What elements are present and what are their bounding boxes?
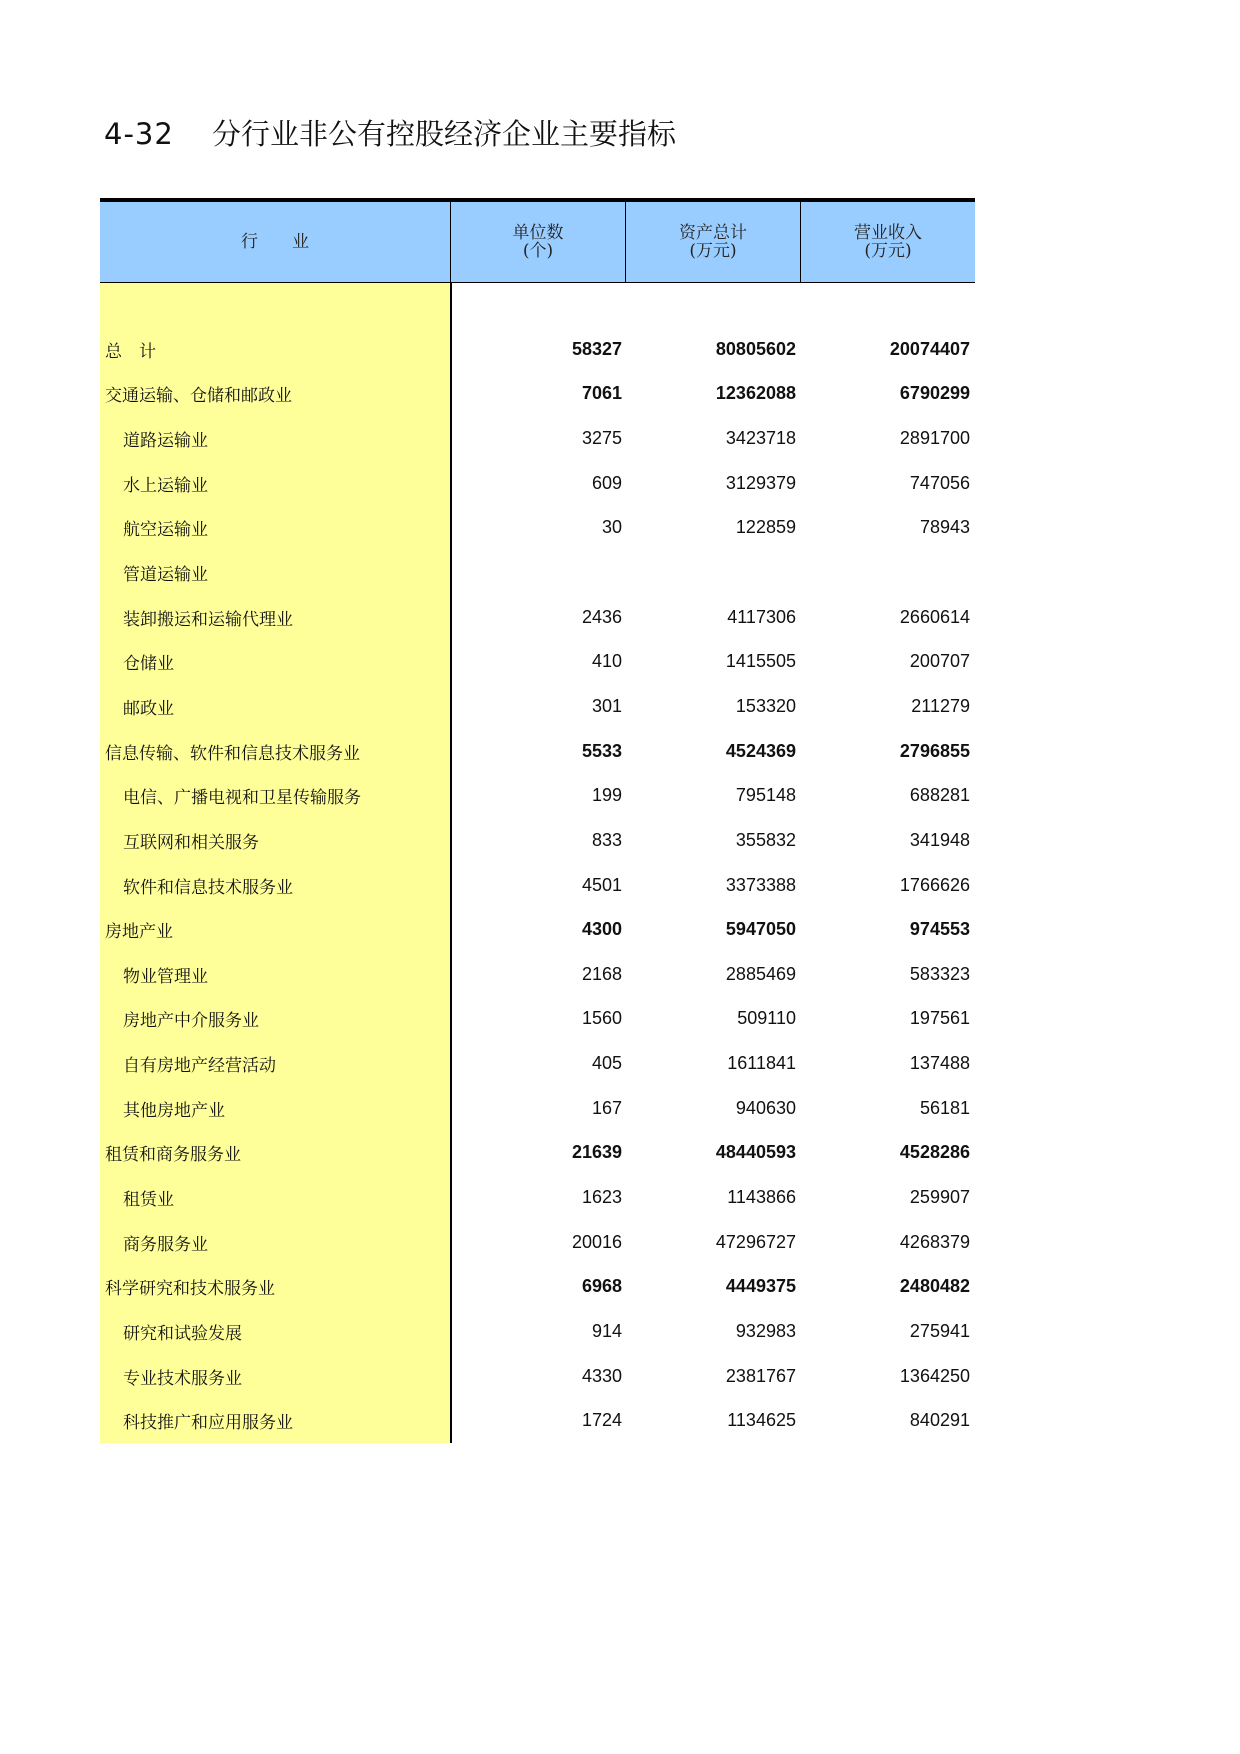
revenue-value: 4268379 (899, 1231, 970, 1252)
units-value: 301 (591, 695, 622, 716)
table-row (100, 773, 975, 818)
industry-name: 租赁和商务服务业 (105, 1145, 241, 1166)
revenue-value: 1364250 (899, 1365, 970, 1386)
industry-name: 水上运输业 (123, 475, 208, 496)
assets-value: 932983 (735, 1320, 796, 1341)
assets-value: 3373388 (725, 874, 796, 895)
header-assets-unit: (万元) (689, 241, 737, 261)
table-row (100, 595, 975, 640)
units-value: 5533 (581, 740, 622, 761)
table-row (100, 327, 975, 372)
units-value: 2436 (581, 606, 622, 627)
assets-value: 1611841 (727, 1053, 796, 1074)
revenue-value: 211279 (911, 695, 970, 716)
industry-name: 道路运输业 (123, 431, 208, 452)
units-value: 20016 (571, 1231, 622, 1252)
revenue-value: 259907 (909, 1186, 970, 1207)
units-value: 199 (591, 785, 622, 806)
units-value: 914 (591, 1320, 622, 1341)
table-row (100, 416, 975, 461)
table-body (100, 283, 975, 1443)
industry-name: 信息传输、软件和信息技术服务业 (105, 743, 360, 764)
assets-value: 2885469 (725, 963, 796, 984)
data-table (100, 198, 975, 1443)
units-value: 833 (591, 829, 622, 850)
assets-value: 940630 (735, 1097, 796, 1118)
assets-value: 1143866 (727, 1186, 796, 1207)
units-value: 609 (591, 472, 622, 493)
table-row (100, 997, 975, 1042)
table-row (100, 1086, 975, 1131)
industry-name: 其他房地产业 (123, 1100, 225, 1121)
assets-value: 2381767 (725, 1365, 796, 1386)
header-revenue (800, 202, 975, 282)
table-row (100, 1398, 975, 1443)
header-assets-label: 资产总计 (679, 223, 747, 243)
assets-value: 48440593 (715, 1142, 796, 1163)
table-row (100, 1309, 975, 1354)
units-value: 1560 (581, 1008, 622, 1029)
header-revenue-label: 营业收入 (854, 223, 922, 243)
units-value: 21639 (571, 1142, 622, 1163)
table-row (100, 1131, 975, 1176)
industry-name: 租赁业 (123, 1189, 174, 1210)
revenue-value: 2660614 (899, 606, 970, 627)
units-value: 4300 (581, 919, 622, 940)
revenue-value: 583323 (909, 963, 970, 984)
units-value: 410 (591, 651, 622, 672)
table-row (100, 952, 975, 997)
table-row (100, 684, 975, 729)
revenue-value: 197561 (909, 1008, 970, 1029)
units-value: 4501 (581, 874, 622, 895)
units-value: 2168 (581, 963, 622, 984)
industry-name: 研究和试验发展 (123, 1323, 242, 1344)
revenue-value: 6790299 (899, 383, 970, 404)
table-header (100, 202, 975, 283)
header-revenue-unit: (万元) (864, 241, 912, 261)
header-units (450, 202, 625, 282)
header-industry (100, 202, 450, 282)
revenue-value: 4528286 (899, 1142, 970, 1163)
header-industry-label: 行 业 (241, 232, 309, 252)
table-row (100, 461, 975, 506)
units-value: 6968 (581, 1276, 622, 1297)
table-number: 4-32 (104, 117, 174, 151)
assets-value: 3129379 (725, 472, 796, 493)
units-value: 1623 (581, 1186, 622, 1207)
assets-value: 1415505 (725, 651, 796, 672)
industry-name: 房地产业 (105, 922, 173, 943)
industry-name: 总 计 (105, 341, 156, 362)
table-row (100, 372, 975, 417)
revenue-value: 688281 (909, 785, 970, 806)
table-row (100, 639, 975, 684)
assets-value: 795148 (735, 785, 796, 806)
table-row (100, 506, 975, 551)
units-value: 30 (601, 517, 622, 538)
industry-name: 自有房地产经营活动 (123, 1056, 276, 1077)
units-value: 58327 (571, 338, 622, 359)
assets-value: 1134625 (727, 1410, 796, 1431)
header-units-unit: (个) (522, 241, 554, 261)
units-value: 4330 (581, 1365, 622, 1386)
industry-name: 互联网和相关服务 (123, 832, 259, 853)
revenue-value: 56181 (919, 1097, 970, 1118)
revenue-value: 974553 (909, 919, 970, 940)
table-row (100, 907, 975, 952)
assets-value: 47296727 (715, 1231, 796, 1252)
revenue-value: 275941 (909, 1320, 970, 1341)
header-assets (625, 202, 800, 282)
industry-name: 仓储业 (123, 654, 174, 675)
industry-name: 交通运输、仓储和邮政业 (105, 386, 292, 407)
table-row (100, 550, 975, 595)
table-row (100, 1220, 975, 1265)
assets-value: 5947050 (725, 919, 796, 940)
units-value: 1724 (581, 1410, 622, 1431)
units-value: 3275 (581, 428, 622, 449)
units-value: 7061 (581, 383, 622, 404)
industry-name: 邮政业 (123, 698, 174, 719)
industry-name: 航空运输业 (123, 520, 208, 541)
industry-name: 房地产中介服务业 (123, 1011, 259, 1032)
table-row (100, 1041, 975, 1086)
revenue-value: 137488 (909, 1053, 970, 1074)
table-row (100, 1175, 975, 1220)
table-row (100, 818, 975, 863)
revenue-value: 2891700 (899, 428, 970, 449)
assets-value: 509110 (737, 1008, 796, 1029)
assets-value: 80805602 (715, 338, 796, 359)
table-row (100, 1264, 975, 1309)
revenue-value: 1766626 (899, 874, 970, 895)
industry-name: 专业技术服务业 (123, 1368, 242, 1389)
industry-name: 商务服务业 (123, 1234, 208, 1255)
assets-value: 122859 (735, 517, 796, 538)
revenue-value: 341948 (909, 829, 970, 850)
assets-value: 12362088 (715, 383, 796, 404)
units-value: 405 (591, 1053, 622, 1074)
assets-value: 355832 (735, 829, 796, 850)
page-title (104, 112, 676, 153)
table-row (100, 863, 975, 908)
revenue-value: 2796855 (899, 740, 970, 761)
table-row (100, 1354, 975, 1399)
assets-value: 4117306 (727, 606, 796, 627)
assets-value: 3423718 (725, 428, 796, 449)
assets-value: 4524369 (725, 740, 796, 761)
industry-name: 管道运输业 (123, 565, 208, 586)
assets-value: 153320 (735, 695, 796, 716)
header-units-label: 单位数 (512, 223, 564, 243)
units-value: 167 (591, 1097, 622, 1118)
revenue-value: 840291 (909, 1410, 970, 1431)
revenue-value: 20074407 (889, 338, 970, 359)
industry-name: 软件和信息技术服务业 (123, 877, 293, 898)
industry-name: 科技推广和应用服务业 (123, 1413, 293, 1434)
industry-name: 科学研究和技术服务业 (105, 1279, 275, 1300)
revenue-value: 200707 (909, 651, 970, 672)
table-row (100, 729, 975, 774)
industry-name: 装卸搬运和运输代理业 (123, 609, 293, 630)
revenue-value: 78943 (919, 517, 970, 538)
revenue-value: 2480482 (899, 1276, 970, 1297)
industry-name: 物业管理业 (123, 966, 208, 987)
industry-name: 电信、广播电视和卫星传输服务 (123, 788, 361, 809)
table-title: 分行业非公有控股经济企业主要指标 (212, 117, 677, 151)
assets-value: 4449375 (725, 1276, 796, 1297)
revenue-value: 747056 (909, 472, 970, 493)
